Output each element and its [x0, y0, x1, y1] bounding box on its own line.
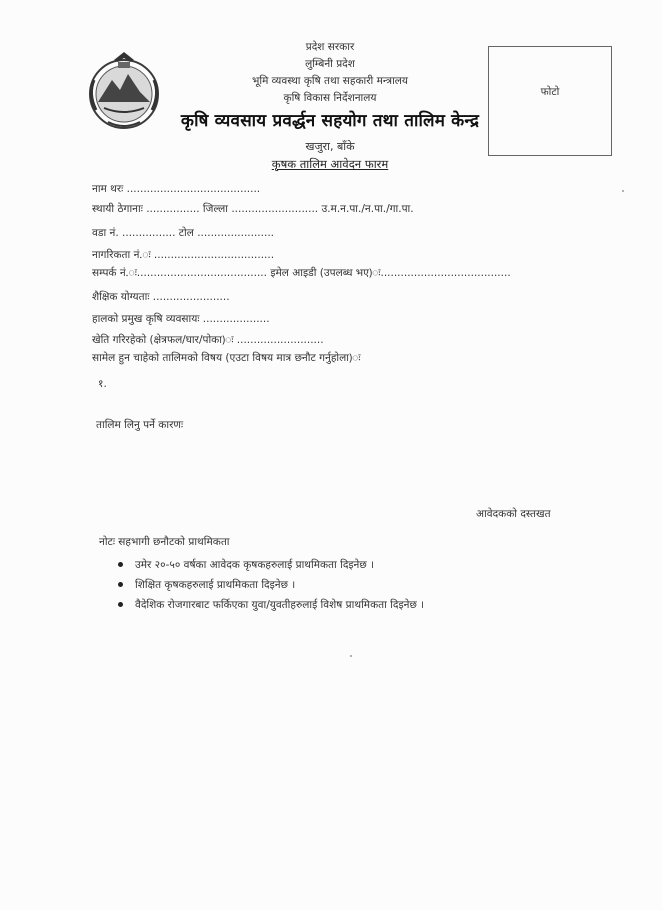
note-bullet: वैदेशिक रोजगारबाट फर्किएका युवा/युवतीहरुलाई विशेष प्राथमिकता दिइनेछ ।	[118, 598, 424, 612]
photo-box	[488, 46, 612, 156]
field-permanent-address: स्थायी ठेगानाः ................ जिल्ला .......................... उ.म.न.पा./न.पा./गा.पा.	[92, 203, 414, 215]
scan-speck	[622, 190, 624, 192]
note-bullet: उमेर २०-५० वर्षका आवेदक कृषकहरुलाई प्राथमिकता दिइनेछ ।	[118, 558, 374, 572]
header-center-title: कृषि व्यवसाय प्रवर्द्धन सहयोग तथा तालिम केन्द्र	[180, 111, 480, 131]
note-title: नोटः सहभागी छनौटको प्राथमिकता	[99, 536, 230, 548]
header-directorate: कृषि विकास निर्देशनालय	[283, 92, 377, 104]
header-state-government: प्रदेश सरकार	[305, 41, 355, 53]
header-location: खजुरा, बाँके	[305, 140, 355, 153]
field-citizenship: नागरिकता नं.ः ....................................	[92, 249, 275, 261]
field-education: शैक्षिक योग्यताः .......................	[92, 291, 230, 303]
photo-label: फोटो	[540, 86, 560, 98]
bullet-icon	[118, 602, 123, 607]
field-reason: तालिम लिनु पर्ने कारणः	[96, 419, 184, 431]
field-training-subject: सामेल हुन चाहेको तालिमको विषय (एउटा विषय मात्र छनौट गर्नुहोला)ः	[92, 352, 361, 364]
form-title: कृषक तालिम आवेदन फारम	[271, 157, 389, 171]
signature-label: आवेदकको दस्तखत	[476, 508, 551, 520]
bullet-icon	[118, 562, 123, 567]
header-ministry: भूमि व्यवस्था कृषि तथा सहकारी मन्त्रालय	[251, 75, 409, 87]
bullet-icon	[118, 582, 123, 587]
header-province: लुम्बिनी प्रदेश	[305, 58, 355, 70]
field-name: नाम थरः ........................................	[92, 183, 261, 195]
field-contact: सम्पर्क नं.ः....................................... इमेल आइडी (उपलब्ध भए)ः.......................................	[92, 267, 511, 279]
field-ward: वडा नं. ................ टोल .......................	[92, 227, 274, 239]
scan-speck	[350, 655, 352, 657]
field-farming-area: खेति गरिरहेको (क्षेत्रफल/घार/पोका)ः ..........................	[92, 334, 324, 346]
field-occupation: हालको प्रमुख कृषि व्यवसायः ....................	[92, 313, 270, 325]
note-bullet: शिक्षित कृषकहरुलाई प्राथमिकता दिइनेछ ।	[118, 578, 295, 592]
field-item-1: १.	[98, 378, 107, 390]
